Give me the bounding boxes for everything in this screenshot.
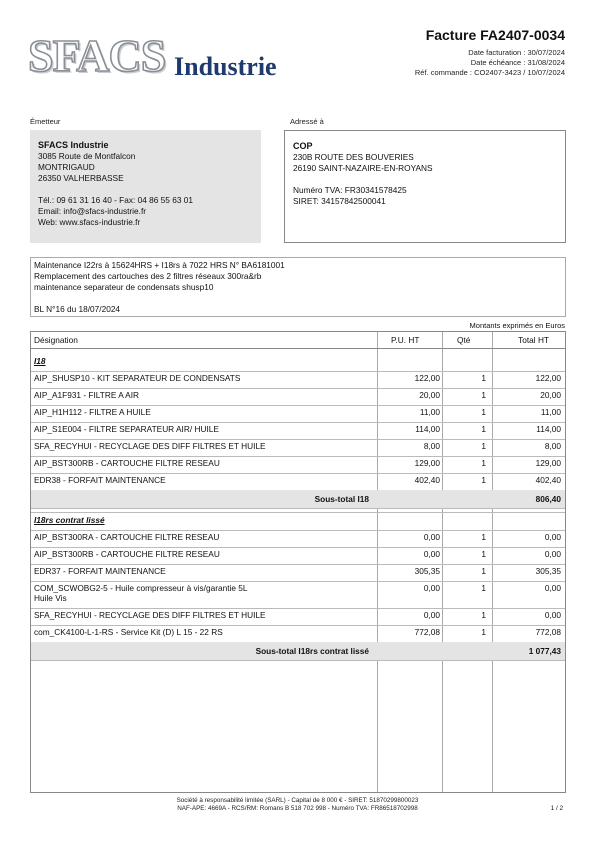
- header-unit-price: P.U. HT: [391, 335, 420, 345]
- table-row: [31, 456, 565, 474]
- item-unit-price: 20,00: [419, 390, 440, 400]
- table-row: [31, 473, 565, 491]
- client-box: [284, 130, 566, 243]
- client-label: Adressé à: [290, 117, 324, 126]
- table-row: [31, 564, 565, 582]
- item-quantity: 1: [481, 549, 486, 559]
- table-row: [31, 422, 565, 440]
- item-unit-price: 772,08: [414, 627, 440, 637]
- emitter-name: SFACS Industrie: [38, 140, 109, 150]
- item-unit-price: 402,40: [414, 475, 440, 485]
- item-unit-price: 122,00: [414, 373, 440, 383]
- emitter-address-line: 26350 VALHERBASSE: [38, 173, 124, 183]
- client-address-line: 26190 SAINT-NAZAIRE-EN-ROYANS: [293, 163, 433, 173]
- table-row: [31, 625, 565, 643]
- page-number: 1 / 2: [550, 805, 563, 812]
- item-unit-price: 0,00: [423, 532, 440, 542]
- client-name: COP: [293, 141, 313, 151]
- footer-line: Société à responsabilité limitée (SARL) - Capital de 8 000 € - SIRET: 51870299800023: [176, 797, 419, 804]
- item-quantity: 1: [481, 458, 486, 468]
- item-unit-price: 11,00: [419, 407, 440, 417]
- delivery-note: BL N°16 du 18/07/2024: [34, 304, 121, 314]
- item-designation: com_CK4100-L-1-RS - Service Kit (D) L 15 - 22 RS: [34, 627, 223, 637]
- subtotal-label: Sous-total I18rs contrat lissé: [255, 646, 369, 656]
- item-designation: AIP_H1H112 - FILTRE A HUILE: [34, 407, 151, 417]
- item-quantity: 1: [481, 441, 486, 451]
- subtotal-row: [31, 642, 565, 661]
- emitter-label: Émetteur: [30, 117, 61, 126]
- legal-footer: [0, 797, 595, 813]
- logo-subtitle: Industrie: [174, 52, 277, 81]
- item-designation: SFA_RECYHUI - RECYCLAGE DES DIFF FILTRES ET HUILE: [34, 610, 266, 620]
- item-total: 0,00: [544, 583, 561, 593]
- item-total: 0,00: [544, 532, 561, 542]
- item-unit-price: 305,35: [414, 566, 440, 576]
- note-line: Maintenance I22rs à 15624HRS + I18rs à 7022 HRS N° BA6181001: [34, 260, 285, 270]
- subtotal-row: [31, 490, 565, 509]
- table-row: [31, 388, 565, 406]
- item-total: 0,00: [544, 549, 561, 559]
- table-row: [31, 405, 565, 423]
- item-designation: AIP_A1F931 - FILTRE A AIR: [34, 390, 139, 400]
- section-title-row: [31, 349, 565, 372]
- emitter-web[interactable]: Web: www.sfacs-industrie.fr: [38, 217, 141, 227]
- section-title: I18rs contrat lissé: [34, 515, 105, 525]
- item-designation: EDR37 - FORFAIT MAINTENANCE: [34, 566, 166, 576]
- invoice-due-date: Date échéance : 31/08/2024: [470, 58, 565, 67]
- item-unit-price: 114,00: [415, 424, 440, 434]
- table-header-row: [31, 332, 565, 349]
- currency-note: Montants exprimés en Euros: [469, 321, 565, 330]
- emitter-phone: Tél.: 09 61 31 16 40 - Fax: 04 86 55 63 01: [38, 195, 193, 205]
- emitter-email[interactable]: Email: info@sfacs-industrie.fr: [38, 206, 147, 216]
- item-total: 129,00: [535, 458, 561, 468]
- company-logo: [28, 30, 288, 82]
- item-unit-price: 0,00: [423, 583, 440, 593]
- table-row: [31, 547, 565, 565]
- item-total: 0,00: [544, 610, 561, 620]
- item-quantity: 1: [481, 610, 486, 620]
- item-designation: EDR38 - FORFAIT MAINTENANCE: [34, 475, 166, 485]
- item-total: 772,08: [535, 627, 561, 637]
- order-reference: Réf. commande : CO2407-3423 / 10/07/2024: [414, 68, 565, 77]
- item-unit-price: 0,00: [423, 549, 440, 559]
- logo-brand: SFACS: [28, 30, 166, 81]
- note-line: Remplacement des cartouches des 2 filtres réseaux 300ra&rb: [34, 271, 262, 281]
- item-total: 11,00: [540, 407, 561, 417]
- item-unit-price: 8,00: [423, 441, 440, 451]
- item-quantity: 1: [481, 424, 486, 434]
- item-designation: AIP_BST300RB - CARTOUCHE FILTRE RESEAU: [34, 458, 220, 468]
- emitter-address-line: 3085 Route de Montfalcon: [38, 151, 136, 161]
- item-quantity: 1: [481, 475, 486, 485]
- table-row: [31, 371, 565, 389]
- item-quantity: 1: [481, 373, 486, 383]
- item-total: 402,40: [535, 475, 561, 485]
- item-total: 305,35: [535, 566, 561, 576]
- item-unit-price: 0,00: [423, 610, 440, 620]
- item-total: 122,00: [535, 373, 561, 383]
- table-row: [31, 581, 565, 609]
- item-designation: AIP_SHUSP10 - KIT SEPARATEUR DE CONDENSATS: [34, 373, 241, 383]
- section-title-row: [31, 508, 565, 531]
- item-designation-line2: Huile Vis: [34, 593, 67, 603]
- item-quantity: 1: [481, 583, 486, 593]
- item-designation: COM_SCWOBG2-5 - Huile compresseur à vis/garantie 5L: [34, 583, 248, 593]
- header-quantity: Qté: [457, 335, 471, 345]
- invoice-title: Facture FA2407-0034: [425, 27, 565, 43]
- client-address-line: 230B ROUTE DES BOUVERIES: [293, 152, 414, 162]
- subtotal-value: 1 077,43: [528, 646, 561, 656]
- footer-line: NAF-APE: 4669A - RCS/RM: Romans B 518 702 998 - Numéro TVA: FR86518702998: [177, 805, 418, 812]
- client-siret: SIRET: 34157842500041: [293, 196, 386, 206]
- item-quantity: 1: [481, 390, 486, 400]
- table-row: [31, 530, 565, 548]
- emitter-box: [30, 130, 261, 243]
- subtotal-value: 806,40: [535, 494, 561, 504]
- invoice-notes: [30, 257, 566, 317]
- table-row: [31, 439, 565, 457]
- client-vat-number: Numéro TVA: FR30341578425: [293, 185, 407, 195]
- item-quantity: 1: [481, 627, 486, 637]
- item-total: 20,00: [540, 390, 561, 400]
- invoice-lines-table: [30, 331, 566, 793]
- item-designation: AIP_S1E004 - FILTRE SEPARATEUR AIR/ HUILE: [34, 424, 219, 434]
- item-designation: AIP_BST300RA - CARTOUCHE FILTRE RESEAU: [34, 532, 220, 542]
- item-total: 8,00: [544, 441, 561, 451]
- note-line: maintenance separateur de condensats shusp10: [34, 282, 214, 292]
- header-total: Total HT: [518, 335, 549, 345]
- item-designation: AIP_BST300RB - CARTOUCHE FILTRE RESEAU: [34, 549, 220, 559]
- item-quantity: 1: [481, 407, 486, 417]
- item-designation: SFA_RECYHUI - RECYCLAGE DES DIFF FILTRES ET HUILE: [34, 441, 266, 451]
- item-quantity: 1: [481, 566, 486, 576]
- item-unit-price: 129,00: [414, 458, 440, 468]
- item-total: 114,00: [536, 424, 561, 434]
- invoice-date: Date facturation : 30/07/2024: [468, 48, 565, 57]
- emitter-address-line: MONTRIGAUD: [38, 162, 95, 172]
- table-row: [31, 608, 565, 626]
- header-designation: Désignation: [34, 335, 78, 345]
- section-title: I18: [34, 356, 46, 366]
- invoice-meta: [415, 48, 565, 78]
- subtotal-label: Sous-total I18: [314, 494, 369, 504]
- item-quantity: 1: [481, 532, 486, 542]
